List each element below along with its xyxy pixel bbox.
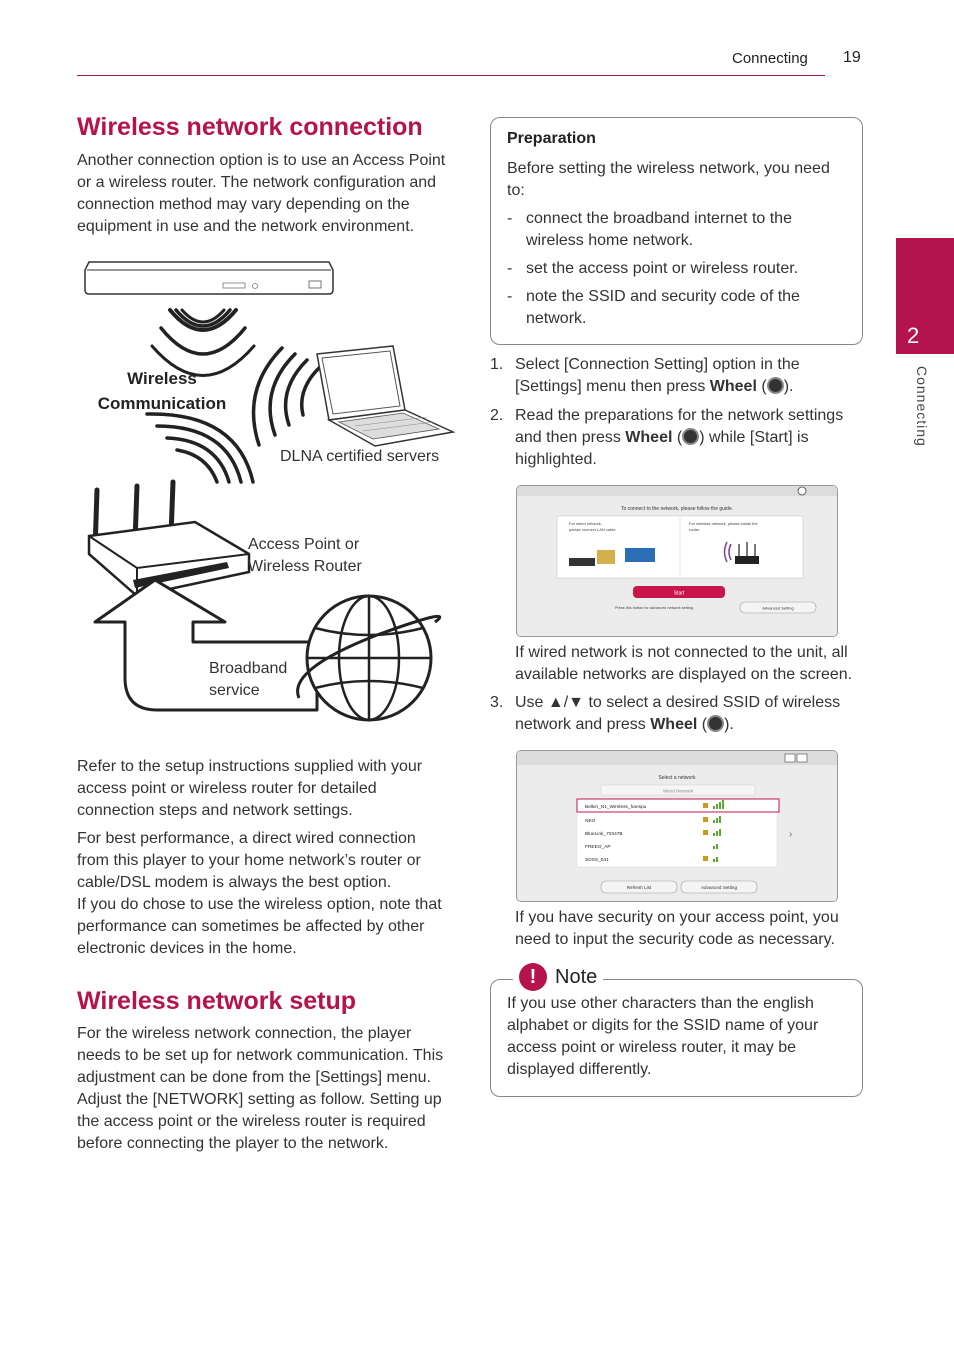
chapter-label: Connecting: [914, 366, 930, 447]
svg-text:FREEO_AP: FREEO_AP: [585, 845, 611, 850]
svg-text:NEO: NEO: [585, 819, 596, 824]
step-2-note: If wired network is not connected to the unit, all available networks are displayed on the screen.: [515, 644, 853, 683]
preparation-title: Preparation: [507, 130, 596, 147]
close-icon: [798, 487, 806, 495]
note-text: If you use other characters than the english alphabet or digits for the SSID name of your access point or wireless router, it may be displayed differently.: [507, 995, 819, 1078]
step-3-note: If you have security on your access point, you need to input the security code as necessary.: [515, 909, 839, 948]
close-icon: [797, 754, 807, 762]
lan-cable-icon: [625, 548, 655, 562]
header-rule: [77, 75, 825, 76]
svg-text:Advanced Setting: Advanced Setting: [762, 605, 794, 611]
screenshot-connection-guide: [516, 485, 838, 637]
blu-ray-player: [85, 262, 333, 294]
section-title-wireless-connection: Wireless network connection: [77, 113, 423, 141]
preparation-intro: Before setting the wireless network, you need to:: [507, 160, 830, 199]
step-1: 1. Select [Connection Setting] option in the [Settings] menu then press Wheel ( ).: [490, 356, 800, 395]
wireless-router: [89, 482, 249, 596]
preparation-item: - set the access point or wireless router.: [507, 260, 799, 277]
svg-text:Start: Start: [673, 590, 685, 597]
wheel-icon: [707, 715, 724, 732]
svg-text:SDSS_041: SDSS_041: [585, 858, 609, 863]
preparation-item: - connect the broadband internet to the wireless home network.: [507, 210, 792, 249]
laptop: [317, 346, 453, 446]
wireless-waves-laptop: [254, 348, 319, 445]
svg-text:Advanced Setting: Advanced Setting: [700, 885, 738, 890]
section-title-wireless-setup: Wireless network setup: [77, 987, 357, 1015]
exclamation-icon: !: [519, 963, 547, 991]
svg-text:BlueLink_70347B: BlueLink_70347B: [585, 832, 623, 837]
screenshot-select-network: [516, 750, 838, 902]
back-icon: [785, 754, 795, 762]
svg-text:Belkin_N1_Wireless_hanspu: Belkin_N1_Wireless_hanspu: [585, 805, 647, 810]
globe: [298, 596, 440, 720]
preparation-item: - note the SSID and security code of the network.: [507, 288, 800, 327]
svg-text:Refresh List: Refresh List: [626, 885, 652, 890]
para-best-performance: For best performance, a direct wired connection from this player to your home network’s router or cable/DSL modem is always the best option.: [77, 830, 421, 891]
para-setup-instructions: Refer to the setup instructions supplied with your access point or wireless router for detailed connection steps and network settings.: [77, 758, 423, 819]
svg-text:For wireless network, please i: For wireless network, please install the: [689, 521, 758, 526]
note-label: Note: [555, 965, 598, 988]
svg-text:For wired network,: For wired network,: [569, 521, 602, 526]
svg-text:Select a network: Select a network: [658, 775, 696, 781]
page-number: 19: [843, 49, 861, 66]
svg-text:router.: router.: [689, 527, 701, 532]
lan-plug-icon: [597, 550, 615, 564]
broadband-label: Broadband service: [209, 660, 288, 699]
dlna-label: DLNA certified servers: [280, 448, 440, 465]
wireless-setup-text: For the wireless network connection, the player needs to be set up for network communication. This adjustment can be done from the [Settings] menu. Adjust the [NETWORK] setting as follow. Setting up the access point or the wireless router is required before connecting the player to the network.: [77, 1025, 444, 1152]
wireless-connection-intro: Another connection option is to use an Access Point or a wireless router. The network configuration and connection method may vary depending on the equipment in use and the network environment.: [77, 152, 446, 235]
step-3: 3. Use ▲/▼ to select a desired SSID of wireless network and press Wheel ( ).: [490, 694, 841, 733]
chevron-right-icon: ›: [789, 829, 793, 840]
player-icon: [569, 558, 595, 566]
wireless-communication-label: Wireless Communication: [97, 369, 227, 413]
router-icon: [735, 556, 759, 564]
note-header: [513, 962, 603, 992]
chapter-number: 2: [907, 323, 920, 348]
svg-text:please connect LAN cable.: please connect LAN cable.: [569, 527, 617, 532]
para-wireless-option: If you do chose to use the wireless option, note that performance can sometimes be affected by other electronic devices in the home.: [77, 896, 442, 957]
access-point-label: Access Point or Wireless Router: [248, 536, 362, 575]
running-header-section: Connecting: [732, 50, 808, 67]
wheel-icon: [767, 377, 784, 394]
svg-text:Wired Network: Wired Network: [662, 788, 694, 794]
wireless-waves-router: [147, 414, 253, 482]
step-2: 2. Read the preparations for the network settings and then press Wheel ( ) while [Start] is highlighted.: [490, 407, 844, 468]
chapter-tab: [896, 238, 954, 354]
svg-text:Press this button for advanced: Press this button for advanced network setting.: [615, 606, 694, 610]
guide-title: To connect to the network, please follow the guide.: [620, 506, 734, 512]
wheel-icon: [682, 428, 699, 445]
